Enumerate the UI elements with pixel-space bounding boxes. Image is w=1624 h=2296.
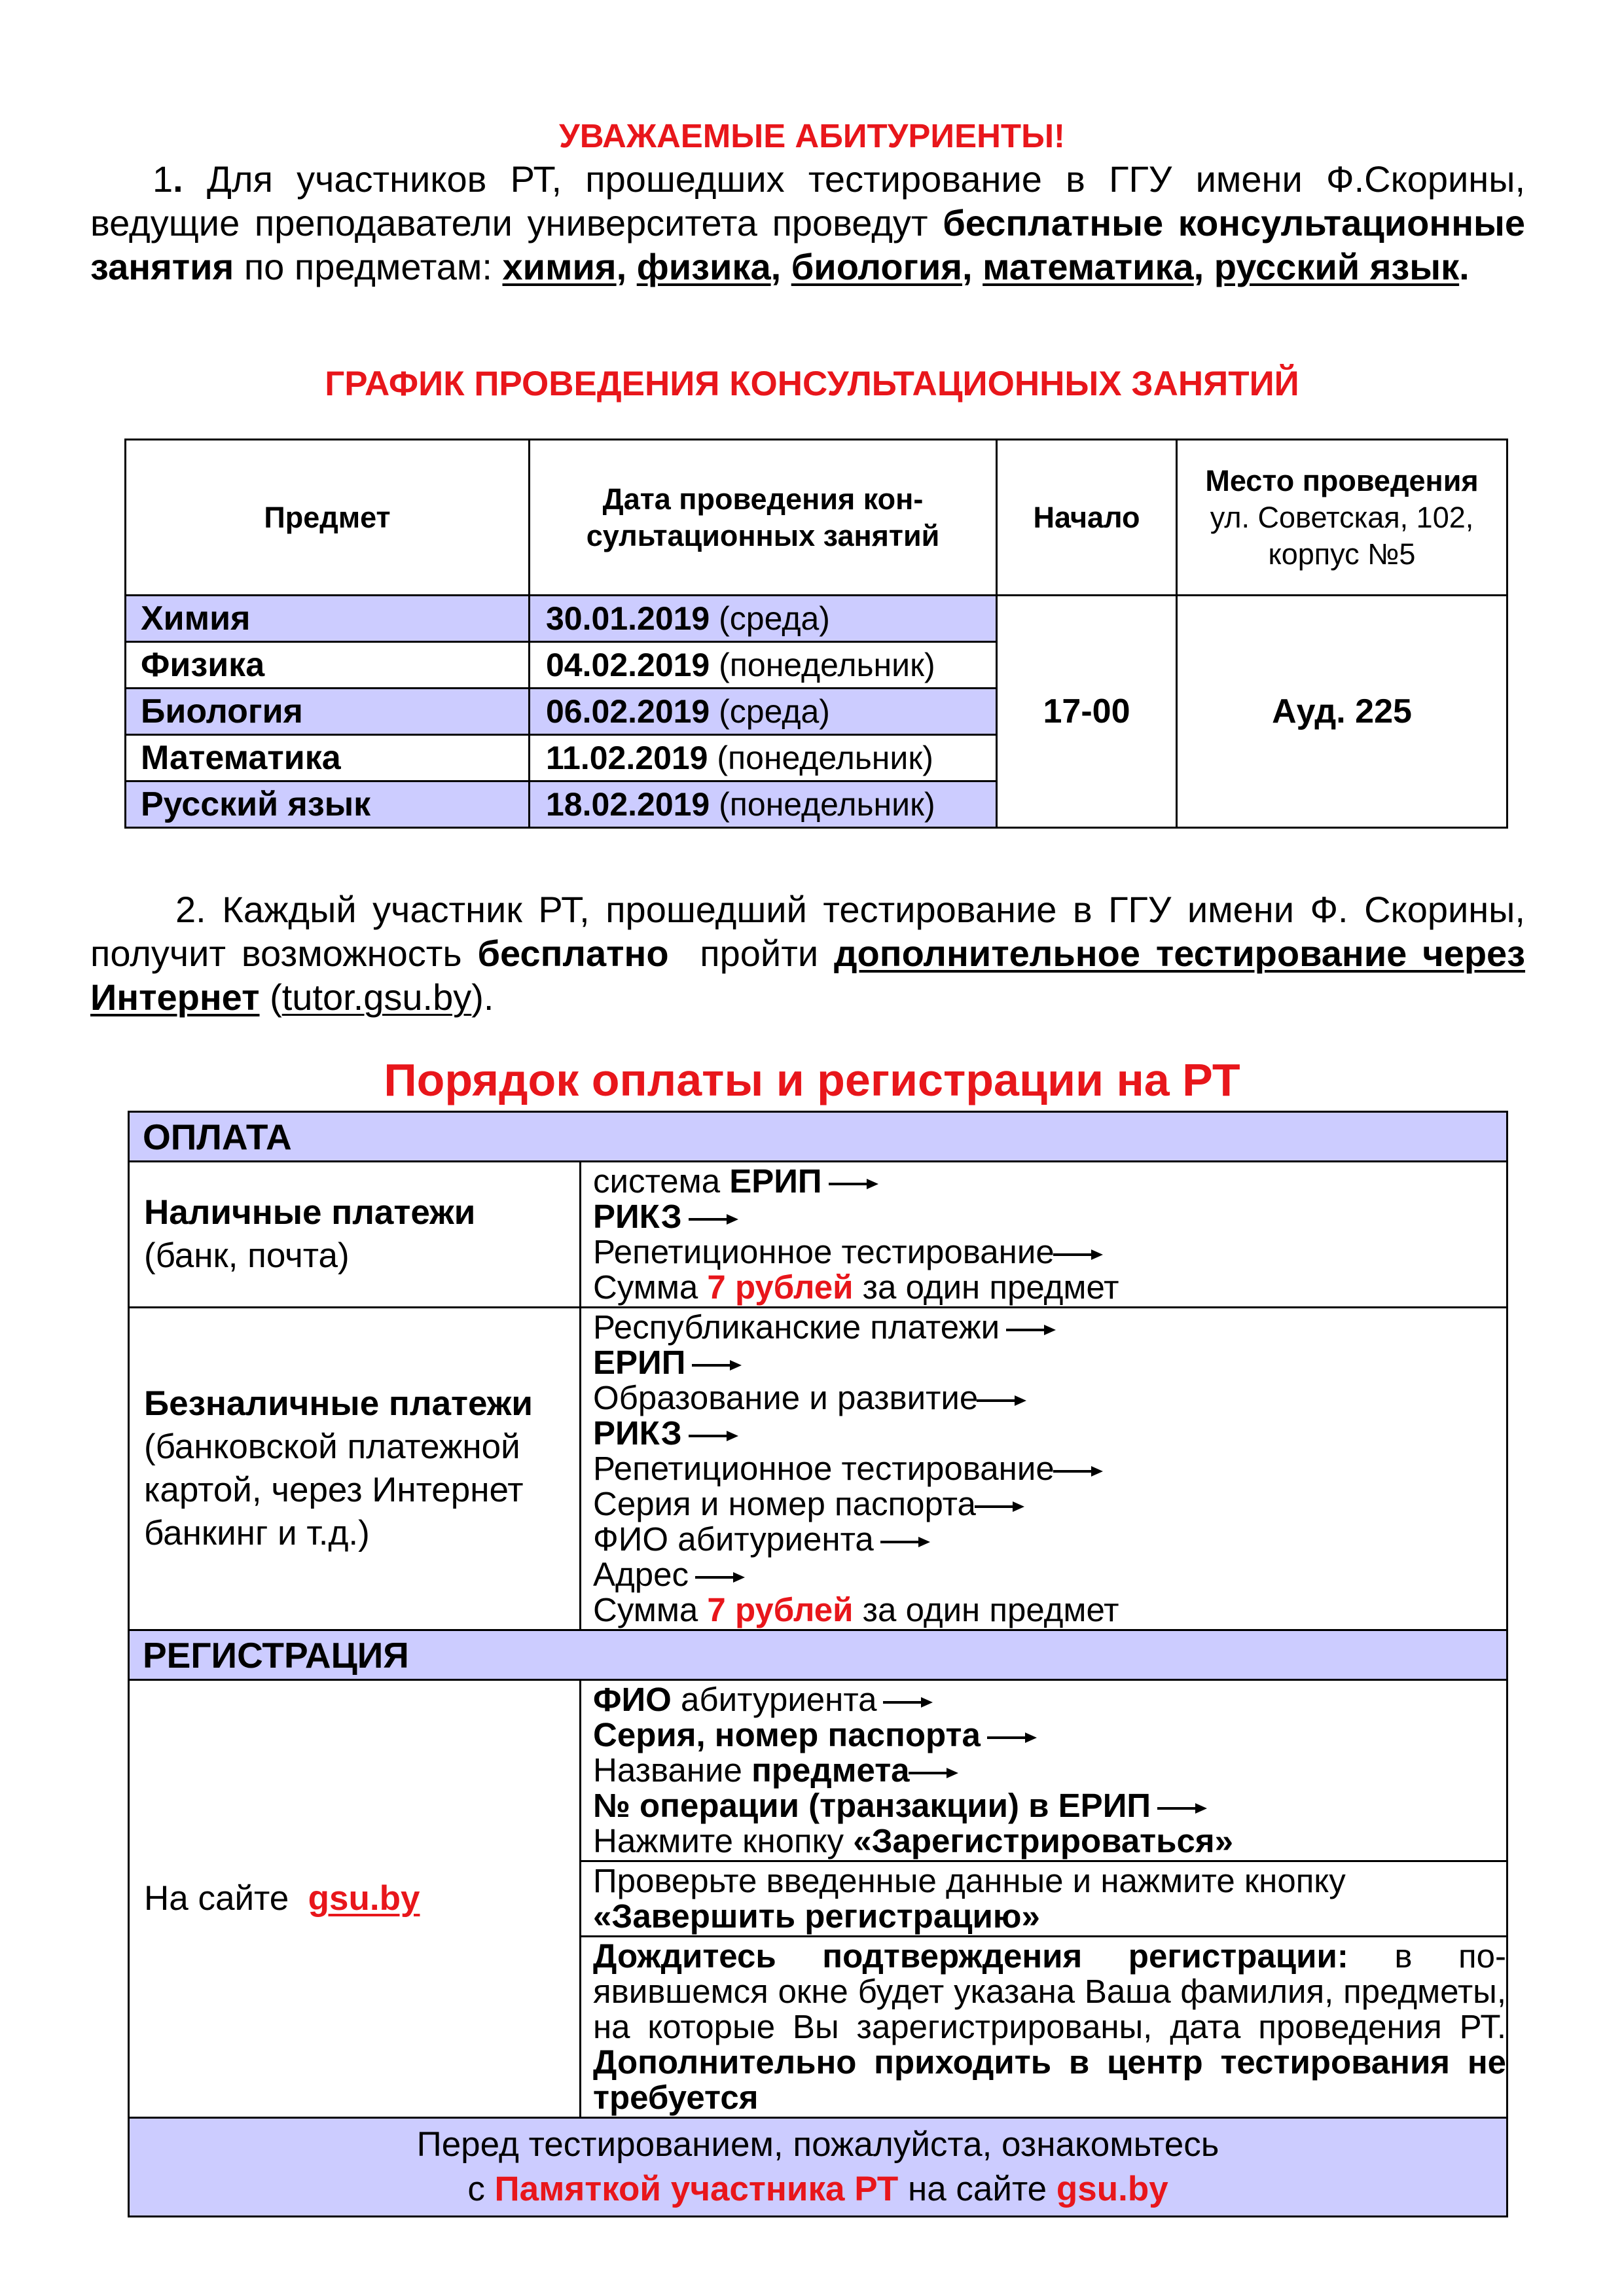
row-date-value: 06.02.2019 <box>546 693 710 730</box>
confirm-heading: Дождитесь подтверждения регистрации: <box>593 1937 1348 1975</box>
intro-text-1: Для участников РТ, прошедших тестирование в ГГУ имени Ф.Скорины, ведущие преподаватели университета проведут <box>90 158 1525 243</box>
step: система ЕРИП <box>593 1164 1506 1199</box>
point-2-text-4: ). <box>471 977 494 1018</box>
start-time: 17-00 <box>997 596 1177 828</box>
arrow-right-icon <box>1053 1465 1103 1477</box>
step: Репетиционное тестирование <box>593 1451 1506 1486</box>
noncash-cell <box>129 1308 581 1630</box>
arrow-right-icon <box>987 1732 1037 1744</box>
header-place-label: Место проведения <box>1205 463 1479 497</box>
step: Репетиционное тестирование <box>593 1234 1506 1270</box>
arrow-right-icon <box>829 1178 878 1190</box>
intro-free-consultations: бесплатные консультационные занятия <box>90 202 1525 287</box>
arrow-right-icon <box>1157 1803 1207 1814</box>
subject-russian: русский язык <box>1214 246 1460 287</box>
step: РИКЗ <box>593 1416 1506 1451</box>
subject-math: математика <box>983 246 1194 287</box>
arrow-right-icon <box>1006 1324 1056 1336</box>
payment-table <box>128 1111 1508 2217</box>
intro-end: . <box>1459 246 1470 287</box>
arrow-right-icon <box>692 1359 742 1371</box>
check-text: Проверьте введенные данные и нажмите кнопку <box>593 1862 1346 1899</box>
step: Серия, номер паспорта <box>593 1717 1506 1753</box>
footer-line-1: Перед тестированием, пожалуйста, ознакомьтесь <box>416 2125 1219 2164</box>
section-registration: РЕГИСТРАЦИЯ <box>129 1630 1507 1680</box>
arrow-right-icon <box>880 1536 930 1548</box>
footer-line-2: с Памяткой участника РТ на сайте gsu.by <box>467 2170 1168 2208</box>
step: ЕРИП <box>593 1345 1506 1380</box>
confirm-text: в появившемся окне будет указана Ваша фамилия, предметы, на которые Вы зарегистрированы, дата проведения РТ. <box>593 1937 1507 2045</box>
row-date <box>530 642 997 689</box>
step: Адрес <box>593 1557 1506 1592</box>
section-payment: ОПЛАТА <box>129 1112 1507 1162</box>
arrow-right-icon <box>689 1213 738 1225</box>
table-row <box>126 596 1507 642</box>
step: Образование и развитие <box>593 1380 1506 1416</box>
noncash-title: Безналичные платежи <box>144 1384 533 1423</box>
intro-number-dot: . <box>173 158 183 200</box>
point-2-free: бесплатно <box>477 933 669 974</box>
header-place <box>1177 440 1507 596</box>
arrow-right-icon <box>689 1430 738 1442</box>
noncash-note: (банковской платежной картой, через Интернет банкинг и т.д.) <box>144 1427 524 1552</box>
gsu-footer-link[interactable]: gsu.by <box>1056 2170 1168 2208</box>
row-day: (среда) <box>719 600 830 637</box>
arrow-right-icon <box>1053 1249 1103 1261</box>
memo-link[interactable]: Памяткой участника РТ <box>494 2170 899 2208</box>
noncash-steps <box>581 1308 1507 1630</box>
point-2-text-3: ( <box>259 977 282 1018</box>
step: ФИО абитуриента <box>593 1682 1506 1717</box>
intro-paragraph: 1. Для участников РТ, прошедших тестирование в ГГУ имени Ф.Скорины, ведущие преподаватели университета проведут бесплатные консультационные занятия по предметам: химия, физика, биология, математика, русский язык. <box>90 158 1525 287</box>
greeting-heading: УВАЖАЕМЫЕ АБИТУРИЕНТЫ! <box>559 117 1065 154</box>
schedule-title: ГРАФИК ПРОВЕДЕНИЯ КОНСУЛЬТАЦИОННЫХ ЗАНЯТИЙ <box>325 365 1299 403</box>
registration-row <box>129 1680 1507 1861</box>
step: Серия и номер паспорта <box>593 1486 1506 1522</box>
confirm-cell <box>581 1937 1507 2118</box>
row-date <box>530 689 997 735</box>
schedule-header-row <box>126 440 1507 596</box>
row-date <box>530 735 997 781</box>
cash-cell <box>129 1162 581 1308</box>
row-date-value: 04.02.2019 <box>546 647 710 683</box>
step: Нажмите кнопку «Зарегистрироваться» <box>593 1822 1234 1859</box>
row-subject: Физика <box>126 642 530 689</box>
arrow-right-icon <box>883 1696 933 1708</box>
site-label: На сайте <box>144 1879 308 1918</box>
footer-cell <box>129 2118 1507 2217</box>
cash-steps <box>581 1162 1507 1308</box>
cash-row <box>129 1162 1507 1308</box>
point-2-paragraph <box>90 888 1525 1019</box>
room: Ауд. 225 <box>1177 596 1507 828</box>
row-subject: Биология <box>126 689 530 735</box>
row-date-value: 30.01.2019 <box>546 600 710 637</box>
step: Название предмета <box>593 1753 1506 1788</box>
payment-title: Порядок оплаты и регистрации на РТ <box>384 1054 1240 1105</box>
registration-section-row <box>129 1630 1507 1680</box>
subject-physics: физика <box>636 246 771 287</box>
row-day: (среда) <box>719 693 830 730</box>
site-cell <box>129 1680 581 2118</box>
payment-section-row <box>129 1112 1507 1162</box>
step: Сумма 7 рублей за один предмет <box>593 1268 1119 1306</box>
point-2-text-2: пройти <box>668 933 834 974</box>
cash-note: (банк, почта) <box>144 1236 350 1275</box>
tutor-link[interactable]: tutor.gsu.by <box>281 977 472 1018</box>
row-day: (понедельник) <box>719 647 935 683</box>
step: РИКЗ <box>593 1199 1506 1234</box>
row-date-value: 11.02.2019 <box>546 740 708 776</box>
arrow-right-icon <box>975 1501 1024 1513</box>
subject-chemistry: химия <box>502 246 617 287</box>
registration-steps <box>581 1680 1507 1861</box>
step: № операции (транзакции) в ЕРИП <box>593 1788 1506 1823</box>
step: Сумма 7 рублей за один предмет <box>593 1591 1119 1628</box>
step: Республиканские платежи <box>593 1310 1506 1345</box>
subject-biology: биология <box>791 246 963 287</box>
intro-number: 1 <box>153 158 173 200</box>
row-date <box>530 596 997 642</box>
cash-title: Наличные платежи <box>144 1193 476 1232</box>
row-subject: Русский язык <box>126 781 530 828</box>
header-place-address: ул. Советская, 102, корпус №5 <box>1210 500 1474 571</box>
row-subject: Математика <box>126 735 530 781</box>
row-day: (понедельник) <box>719 786 935 823</box>
arrow-right-icon <box>977 1395 1026 1407</box>
row-day: (понедельник) <box>717 740 933 776</box>
step: ФИО абитуриента <box>593 1522 1506 1557</box>
arrow-right-icon <box>695 1571 745 1583</box>
gsu-link[interactable]: gsu.by <box>308 1879 420 1918</box>
point-2-text-1: 2. Каждый участник РТ, прошедший тестирование в ГГУ имени Ф. Скорины, получит возможность <box>90 889 1525 974</box>
footer-row <box>129 2118 1507 2217</box>
confirm-note: Дополнительно приходить в центр тестирования не требуется <box>593 2043 1507 2116</box>
check-cell <box>581 1861 1507 1937</box>
header-start: Начало <box>997 440 1177 596</box>
finish-registration-label: «Завершить регистрацию» <box>593 1897 1040 1935</box>
row-subject: Химия <box>126 596 530 642</box>
header-date: Дата проведения консультационных занятий <box>530 440 997 596</box>
noncash-row <box>129 1308 1507 1630</box>
intro-text-2: по предметам: <box>234 246 503 287</box>
schedule-table <box>124 439 1508 829</box>
point-2-internet-testing: дополнительное тестирование через Интернет <box>90 933 1526 1018</box>
row-date <box>530 781 997 828</box>
header-subject: Предмет <box>126 440 530 596</box>
row-date-value: 18.02.2019 <box>546 786 710 823</box>
arrow-right-icon <box>909 1767 958 1779</box>
